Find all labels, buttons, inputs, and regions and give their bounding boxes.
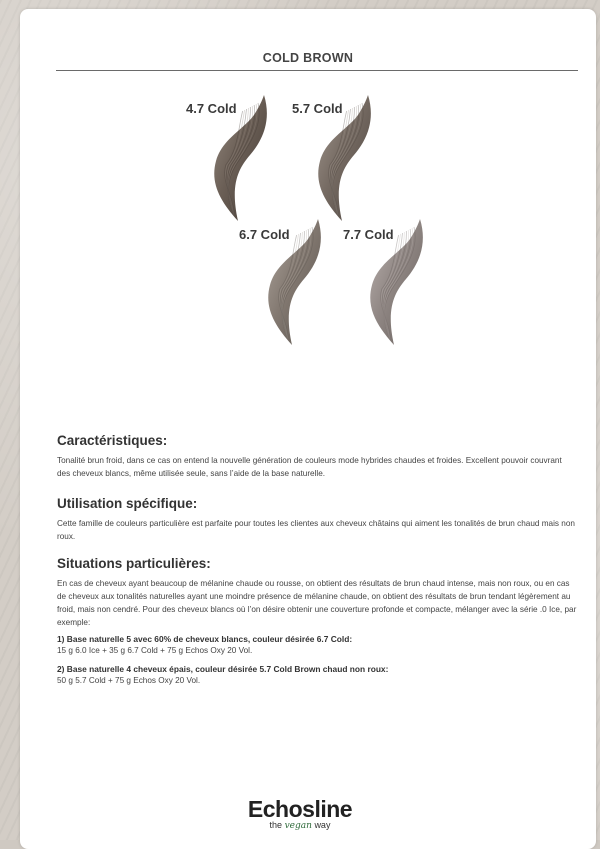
logo-tag-before: the (269, 820, 283, 830)
swatch-label-5-7-cold: 5.7 Cold (292, 101, 343, 116)
example-2-title: 2) Base naturelle 4 cheveux épais, couleur désirée 5.7 Cold Brown chaud non roux: (57, 664, 389, 674)
swatch-label-6-7-cold: 6.7 Cold (239, 227, 290, 242)
section-characteristics (57, 433, 577, 480)
section-situations (57, 556, 577, 687)
echosline-logo (0, 796, 600, 831)
title-divider (56, 70, 578, 71)
logo-tagline (0, 820, 600, 831)
hair-swatch-4-7-cold (202, 93, 282, 223)
logo-tag-after: way (314, 820, 331, 830)
swatch-label-7-7-cold: 7.7 Cold (343, 227, 394, 242)
example-1-title: 1) Base naturelle 5 avec 60% de cheveux blancs, couleur désirée 6.7 Cold: (57, 634, 353, 644)
hair-swatch-7-7-cold (358, 217, 438, 347)
usage-text: Cette famille de couleurs particulière est parfaite pour toutes les clientes aux cheveux châtains qui aiment les tonalités de brun chaud mais non roux. (57, 519, 575, 541)
situations-heading: Situations particulières: (57, 556, 211, 571)
characteristics-text: Tonalité brun froid, dans ce cas on entend la nouvelle génération de couleurs mode hybrides chaudes et froides. Excellent pouvoir couvrant des cheveux blancs, même utilisée seule, sans l’aide de la base naturelle. (57, 456, 562, 478)
example-2-text: 50 g 5.7 Cold + 75 g Echos Oxy 20 Vol. (57, 676, 201, 685)
characteristics-heading: Caractéristiques: (57, 433, 168, 448)
hair-swatch-5-7-cold (306, 93, 386, 223)
hair-swatch-6-7-cold (256, 217, 336, 347)
situations-text: En cas de cheveux ayant beaucoup de mélanine chaude ou rousse, on obtient des résultats de brun chaud intense, mais non roux, ou en cas de cheveux aux tonalités naturelles ayant une moindre présence de mélanine chaude, on obtient des résultats de brun tendant légèrement au froid, mais non cendré. Pour des cheveux blancs où l’on désire obtenir une couverture profonde et compacte, mélanger avec la série .0 Ice, par exemple: (57, 579, 577, 627)
page-title: COLD BROWN (262, 51, 354, 65)
swatch-label-4-7-cold: 4.7 Cold (186, 101, 237, 116)
example-1-text: 15 g 6.0 Ice + 35 g 6.7 Cold + 75 g Echos Oxy 20 Vol. (57, 646, 253, 655)
document-page (20, 9, 596, 849)
section-usage (57, 496, 577, 543)
usage-heading: Utilisation spécifique: (57, 496, 198, 511)
logo-brand: Echosline (247, 796, 353, 822)
logo-tag-vegan: vegan (284, 821, 312, 831)
